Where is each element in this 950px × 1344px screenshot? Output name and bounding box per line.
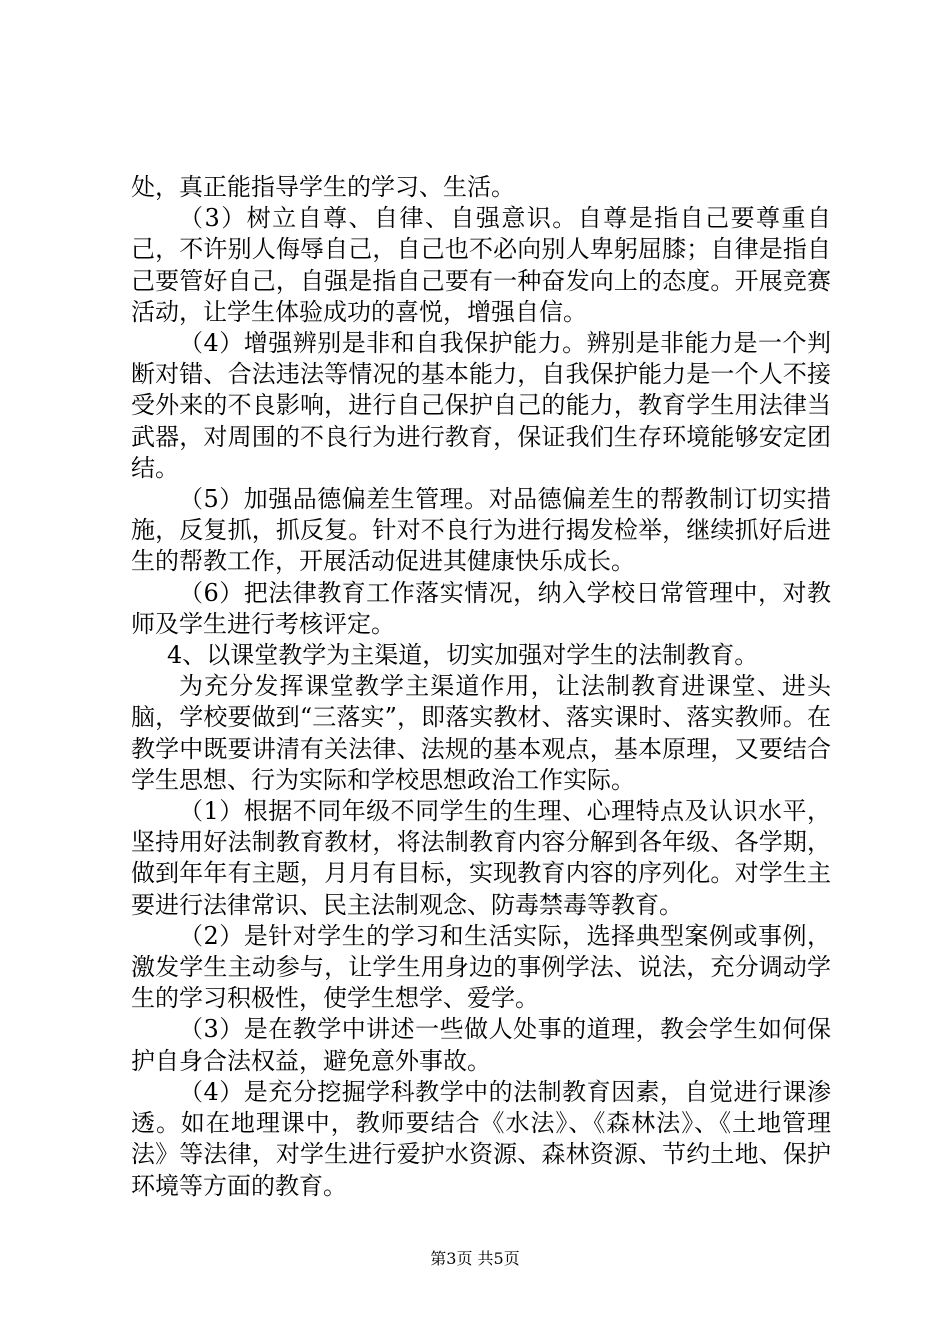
paragraph-item-4: （4）增强辨别是非和自我保护能力。辨别是非能力是一个判断对错、合法违法等情况的基本能力，自我保护能力是一个人不接受外来的不良影响，进行自己保护自己的能力，教育学生用法律当武器，对周围的不良行为进行教育，保证我们生存环境能够安定团结。	[131, 329, 831, 482]
page-number: 第3页 共5页	[430, 1249, 520, 1268]
paragraph-continuation: 处，真正能指导学生的学习、生活。	[131, 173, 515, 201]
paragraph-sub-1: （1）根据不同年级不同学生的生理、心理特点及认识水平，坚持用好法制教育教材，将法制教育内容分解到各年级、各学期，做到年年有主题，月月有目标，实现教育内容的序列化。对学生主要进行法律常识、民主法制观念、防毒禁毒等教育。	[131, 797, 831, 919]
section-heading-4: 4、以课堂教学为主渠道，切实加强对学生的法制教育。	[167, 641, 759, 670]
paragraph-sub-4: （4）是充分挖掘学科教学中的法制教育因素，自觉进行课渗透。如在地理课中，教师要结合《水法》、《森林法》、《土地管理法》等法律，对学生进行爱护水资源、森林资源、节约土地、保护环境等方面的教育。	[131, 1077, 831, 1200]
document-body	[131, 172, 831, 1202]
paragraph-sub-3: （3）是在教学中讲述一些做人处事的道理，教会学生如何保护自身合法权益，避免意外事故。	[131, 1015, 831, 1075]
paragraph-sub-2: （2）是针对学生的学习和生活实际，选择典型案例或事例，激发学生主动参与，让学生用身边的事例学法、说法，充分调动学生的学习积极性，使学生想学、爱学。	[131, 921, 831, 1013]
paragraph-item-6: （6）把法律教育工作落实情况，纳入学校日常管理中，对教师及学生进行考核评定。	[131, 578, 831, 638]
paragraph-intro: 为充分发挥课堂教学主渠道作用，让法制教育进课堂、进头脑，学校要做到“三落实”，即落实教材、落实课时、落实教师。在教学中既要讲清有关法律、法规的基本观点，基本原理，又要结合学生思想、行为实际和学校思想政治工作实际。	[131, 672, 831, 794]
paragraph-item-5: （5）加强品德偏差生管理。对品德偏差生的帮教制订切实措施，反复抓，抓反复。针对不良行为进行揭发检举，继续抓好后进生的帮教工作，开展活动促进其健康快乐成长。	[131, 485, 831, 576]
paragraph-item-3: （3）树立自尊、自律、自强意识。自尊是指自己要尊重自己，不许别人侮辱自己，自己也不必向别人卑躬屈膝；自律是指自己要管好自己，自强是指自己要有一种奋发向上的态度。开展竞赛活动，让学生体验成功的喜悦，增强自信。	[131, 204, 831, 326]
